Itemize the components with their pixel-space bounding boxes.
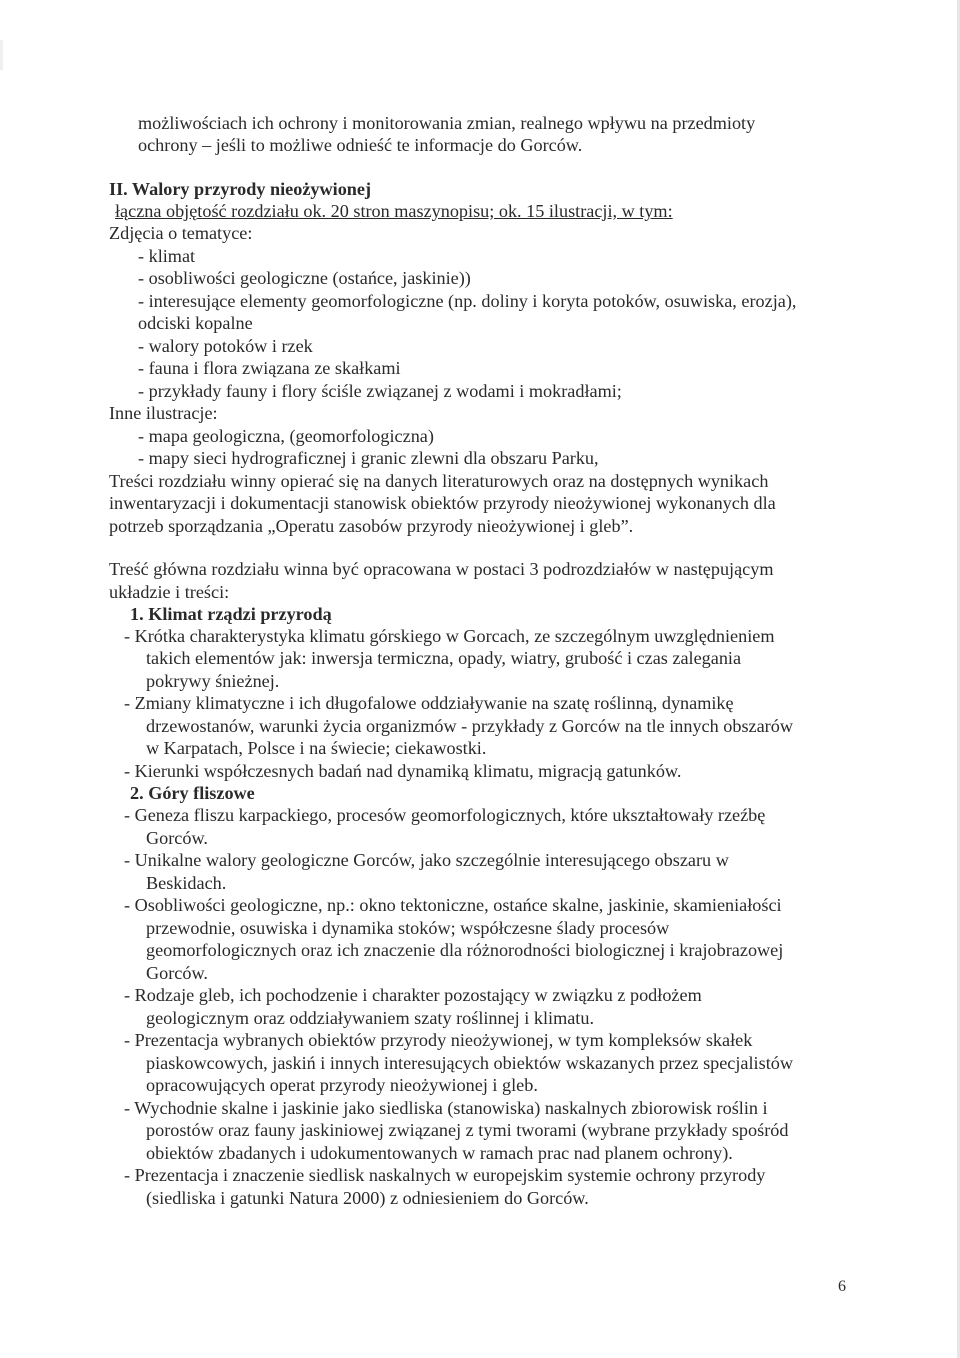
subsection-item: geologicznym oraz oddziaływaniem szaty roślinnej i klimatu. <box>146 1008 594 1028</box>
subsection-item: - Rodzaje gleb, ich pochodzenie i charakter pozostający w związku z podłożem <box>124 985 702 1005</box>
other-item: - mapy sieci hydrograficznej i granic zlewni dla obszaru Parku, <box>138 448 599 468</box>
subsection-item: - Unikalne walory geologiczne Gorców, jako szczególnie interesującego obszaru w <box>124 850 729 870</box>
other-label: Inne ilustracje: <box>109 403 218 423</box>
photo-item: - walory potoków i rzek <box>138 336 313 356</box>
main-paragraph-line: Treść główna rozdziału winna być opracowana w postaci 3 podrozdziałów w następującym <box>109 559 774 579</box>
subsection-item: - Prezentacja wybranych obiektów przyrody nieożywionej, w tym kompleksów skałek <box>124 1030 753 1050</box>
content-paragraph-line: potrzeb sporządzania „Operatu zasobów przyrody nieożywionej i gleb”. <box>109 516 634 536</box>
other-item: - mapa geologiczna, (geomorfologiczna) <box>138 426 434 446</box>
intro-line: możliwościach ich ochrony i monitorowania zmian, realnego wpływu na przedmioty <box>138 113 756 133</box>
page-number: 6 <box>838 1278 846 1295</box>
intro-line: ochrony – jeśli to możliwe odnieść te informacje do Gorców. <box>138 135 583 155</box>
subsection-item: pokrywy śnieżnej. <box>146 671 280 691</box>
subsection-item: - Kierunki współczesnych badań nad dynamiką klimatu, migracją gatunków. <box>124 761 682 781</box>
scan-mark <box>0 40 3 70</box>
content-paragraph-line: inwentaryzacji i dokumentacji stanowisk obiektów przyrody nieożywionej wykonanych dla <box>109 493 776 513</box>
section-scope: łączna objętość rozdziału ok. 20 stron maszynopisu; ok. 15 ilustracji, w tym: <box>115 201 673 221</box>
photos-label: Zdjęcia o tematyce: <box>109 223 253 243</box>
subsection-item: - Geneza fliszu karpackiego, procesów geomorfologicznych, które ukształtowały rzeźbę <box>124 805 766 825</box>
photo-item: - przykłady fauny i flory ściśle związanej z wodami i mokradłami; <box>138 381 622 401</box>
subsection-item: takich elementów jak: inwersja termiczna, opady, wiatry, grubość i czas zalegania <box>146 648 742 668</box>
subsection-item: Gorców. <box>146 963 208 983</box>
subsection-item: obiektów zbadanych i udokumentowanych w ramach prac nad planem ochrony). <box>146 1143 733 1163</box>
photo-item: - fauna i flora związana ze skałkami <box>138 358 401 378</box>
subsection-item: (siedliska i gatunki Natura 2000) z odniesieniem do Gorców. <box>146 1188 589 1208</box>
subsection-item: przewodnie, osuwiska i dynamika stoków; współczesne ślady procesów <box>146 918 670 938</box>
subsection-item: Beskidach. <box>146 873 227 893</box>
subsection-item: opracowujących operat przyrody nieożywionej i gleb. <box>146 1075 538 1095</box>
subsection-item: Gorców. <box>146 828 208 848</box>
subsection-item: porostów oraz fauny jaskiniowej związanej z tymi tworami (wybrane przykłady spośród <box>146 1120 789 1140</box>
subsection-title: 1. Klimat rządzi przyrodą <box>130 604 332 624</box>
subsection-item: - Krótka charakterystyka klimatu górskiego w Gorcach, ze szczególnym uwzględnieniem <box>124 626 775 646</box>
subsection-item: - Zmiany klimatyczne i ich długofalowe oddziaływanie na szatę roślinną, dynamikę <box>124 693 734 713</box>
photo-item: - osobliwości geologiczne (ostańce, jaskinie)) <box>138 268 471 288</box>
section-heading: II. Walory przyrody nieożywionej <box>109 179 372 199</box>
main-paragraph-line: układzie i treści: <box>109 582 230 602</box>
subsection-item: piaskowcowych, jaskiń i innych interesujących obiektów wskazanych przez specjalistów <box>146 1053 793 1073</box>
content-paragraph-line: Treści rozdziału winny opierać się na danych literaturowych oraz na dostępnych wynikach <box>109 471 769 491</box>
subsection-item: - Wychodnie skalne i jaskinie jako siedliska (stanowiska) naskalnych zbiorowisk roślin i <box>124 1098 768 1118</box>
photo-item: odciski kopalne <box>138 313 253 333</box>
subsection-item: drzewostanów, warunki życia organizmów - przykłady z Gorców na tle innych obszarów <box>146 716 793 736</box>
subsection-item: w Karpatach, Polsce i na świecie; ciekawostki. <box>146 738 487 758</box>
subsection-item: - Osobliwości geologiczne, np.: okno tektoniczne, ostańce skalne, jaskinie, skamieniałości <box>124 895 782 915</box>
subsection-title: 2. Góry fliszowe <box>130 783 255 803</box>
subsection-item: geomorfologicznych oraz ich znaczenie dla różnorodności biologicznej i krajobrazowej <box>146 940 784 960</box>
photo-item: - klimat <box>138 246 196 266</box>
subsection-item: - Prezentacja i znaczenie siedlisk naskalnych w europejskim systemie ochrony przyrody <box>124 1165 766 1185</box>
photo-item: - interesujące elementy geomorfologiczne (np. doliny i koryta potoków, osuwiska, erozja), <box>138 291 797 311</box>
